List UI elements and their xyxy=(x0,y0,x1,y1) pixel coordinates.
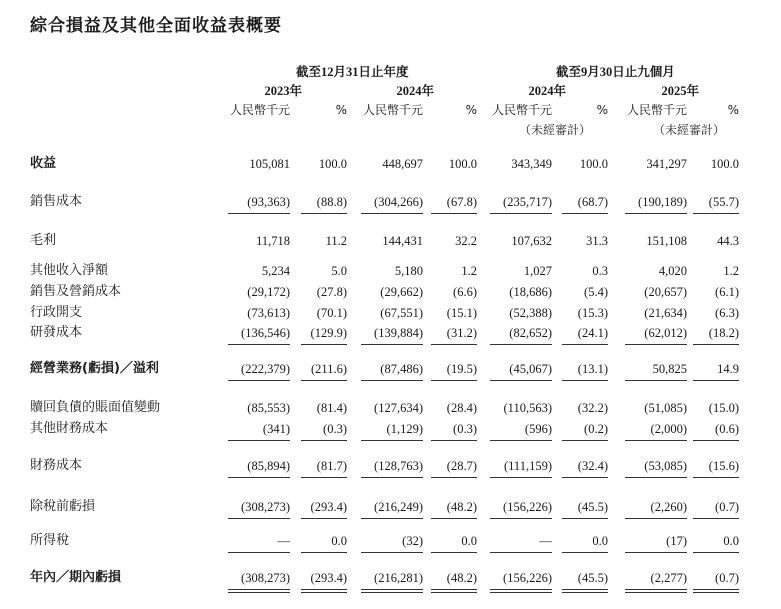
total-underline xyxy=(361,213,423,214)
pct-cell: 44.3 xyxy=(717,234,739,248)
pct-cell: (55.7) xyxy=(708,195,739,209)
year-header: 2024年 xyxy=(396,84,434,98)
pct-cell: (24.1) xyxy=(577,326,608,340)
value-cell: (18,686) xyxy=(509,285,552,299)
pct-cell: (0.2) xyxy=(584,422,608,436)
total-underline xyxy=(490,518,552,519)
value-cell: 5,180 xyxy=(394,264,423,278)
pct-cell: 0.3 xyxy=(592,264,608,278)
total-underline xyxy=(361,380,423,381)
pct-cell: (211.6) xyxy=(311,362,347,376)
total-underline xyxy=(693,589,739,590)
total-underline xyxy=(625,477,687,478)
value-cell: (62,012) xyxy=(644,326,687,340)
value-cell: 105,081 xyxy=(249,157,290,171)
pct-cell: 32.2 xyxy=(455,234,477,248)
total-underline xyxy=(625,380,687,381)
value-cell: (85,553) xyxy=(247,401,290,415)
value-cell: 448,697 xyxy=(382,157,423,171)
row-label: 研發成本 xyxy=(30,325,83,340)
value-cell: 341,297 xyxy=(646,157,687,171)
total-underline xyxy=(625,213,687,214)
pct-cell: (15.6) xyxy=(708,459,739,473)
value-cell: (87,486) xyxy=(380,362,423,376)
total-underline xyxy=(490,213,552,214)
total-underline xyxy=(625,592,687,593)
total-underline xyxy=(228,213,290,214)
pct-cell: (0.3) xyxy=(323,422,347,436)
value-cell: 50,825 xyxy=(652,362,687,376)
value-cell: (21,634) xyxy=(644,306,687,320)
total-underline xyxy=(693,344,739,345)
pct-cell: 0.0 xyxy=(592,534,608,548)
value-cell: (216,249) xyxy=(374,500,423,514)
row-label: 其他收入淨額 xyxy=(30,263,109,278)
row-label: 收益 xyxy=(30,156,57,171)
row-label: 除稅前虧損 xyxy=(30,499,96,514)
value-cell: (216,281) xyxy=(374,571,423,585)
total-underline xyxy=(361,440,423,441)
pct-cell: 100.0 xyxy=(579,157,608,171)
pct-cell: (18.2) xyxy=(708,326,739,340)
value-cell: (17) xyxy=(666,534,687,548)
value-cell: (53,085) xyxy=(644,459,687,473)
total-underline xyxy=(693,477,739,478)
row-label: 年內／期內虧損 xyxy=(30,570,122,585)
pct-cell: (0.3) xyxy=(453,422,477,436)
total-underline xyxy=(361,477,423,478)
pct-cell: (6.3) xyxy=(715,306,739,320)
value-cell: (110,563) xyxy=(503,401,552,415)
total-underline xyxy=(228,344,290,345)
value-cell: (308,273) xyxy=(241,571,290,585)
total-underline xyxy=(490,380,552,381)
total-underline xyxy=(431,344,477,345)
total-underline xyxy=(361,552,423,553)
value-cell: (341) xyxy=(262,422,290,436)
value-cell: (52,388) xyxy=(509,306,552,320)
value-cell: (1,129) xyxy=(386,422,423,436)
pct-cell: (6.1) xyxy=(715,285,739,299)
total-underline xyxy=(228,518,290,519)
total-underline xyxy=(431,213,477,214)
pct-cell: (15.3) xyxy=(577,306,608,320)
total-underline xyxy=(693,592,739,593)
pct-cell: (32.4) xyxy=(577,459,608,473)
value-cell: 5,234 xyxy=(261,264,290,278)
value-cell: (127,634) xyxy=(374,401,423,415)
pct-cell: (0.7) xyxy=(715,571,739,585)
total-underline xyxy=(490,477,552,478)
total-underline xyxy=(228,589,290,590)
row-label: 毛利 xyxy=(30,233,57,248)
value-cell: — xyxy=(277,534,290,548)
pct-cell: (293.4) xyxy=(310,500,347,514)
total-underline xyxy=(431,589,477,590)
pct-header: % xyxy=(596,103,608,117)
row-label: 銷售成本 xyxy=(30,194,83,209)
total-underline xyxy=(693,552,739,553)
pct-cell: (32.2) xyxy=(577,401,608,415)
pct-cell: (81.7) xyxy=(316,459,347,473)
group-header-nine-months: 截至9月30日止九個月 xyxy=(556,65,675,79)
value-cell: (128,763) xyxy=(374,459,423,473)
pct-cell: (5.4) xyxy=(584,285,608,299)
total-underline xyxy=(625,440,687,441)
total-underline xyxy=(301,552,347,553)
pct-cell: 11.2 xyxy=(325,234,347,248)
total-underline xyxy=(625,589,687,590)
total-underline xyxy=(625,518,687,519)
pct-cell: (48.2) xyxy=(446,500,477,514)
total-underline xyxy=(562,552,608,553)
pct-cell: (15.0) xyxy=(708,401,739,415)
value-cell: (139,884) xyxy=(374,326,423,340)
value-cell: (308,273) xyxy=(241,500,290,514)
total-underline xyxy=(228,477,290,478)
value-cell: (85,894) xyxy=(247,459,290,473)
page-title: 綜合損益及其他全面收益表概要 xyxy=(30,16,282,36)
pct-cell: 100.0 xyxy=(448,157,477,171)
total-underline xyxy=(562,518,608,519)
total-underline xyxy=(228,592,290,593)
value-cell: 151,108 xyxy=(646,234,687,248)
pct-cell: (0.7) xyxy=(715,500,739,514)
value-cell: (2,277) xyxy=(650,571,687,585)
pct-cell: (70.1) xyxy=(316,306,347,320)
year-header: 2025年 xyxy=(661,84,699,98)
pct-cell: (19.5) xyxy=(446,362,477,376)
pct-cell: 31.3 xyxy=(586,234,608,248)
total-underline xyxy=(228,552,290,553)
value-cell: (136,546) xyxy=(241,326,290,340)
value-cell: 4,020 xyxy=(658,264,687,278)
value-cell: (73,613) xyxy=(247,306,290,320)
value-cell: (82,652) xyxy=(509,326,552,340)
pct-cell: 5.0 xyxy=(331,264,347,278)
value-cell: (190,189) xyxy=(638,195,687,209)
total-underline xyxy=(301,344,347,345)
total-underline xyxy=(490,344,552,345)
pct-cell: (13.1) xyxy=(577,362,608,376)
total-underline xyxy=(625,552,687,553)
total-underline xyxy=(693,518,739,519)
total-underline xyxy=(301,518,347,519)
pct-cell: (48.2) xyxy=(446,571,477,585)
value-cell: 11,718 xyxy=(256,234,290,248)
pct-header: % xyxy=(335,103,347,117)
value-cell: (29,172) xyxy=(247,285,290,299)
total-underline xyxy=(431,552,477,553)
value-cell: (45,067) xyxy=(509,362,552,376)
value-cell: 144,431 xyxy=(382,234,423,248)
total-underline xyxy=(361,344,423,345)
row-label: 行政開支 xyxy=(30,305,83,320)
value-cell: 343,349 xyxy=(511,157,552,171)
row-label: 經營業務(虧損)／溢利 xyxy=(30,361,159,376)
value-cell: (304,266) xyxy=(374,195,423,209)
pct-cell: 0.0 xyxy=(331,534,347,548)
value-cell: (93,363) xyxy=(247,195,290,209)
total-underline xyxy=(562,592,608,593)
total-underline xyxy=(301,213,347,214)
value-cell: (20,657) xyxy=(644,285,687,299)
total-underline xyxy=(431,440,477,441)
total-underline xyxy=(490,592,552,593)
pct-header: % xyxy=(727,103,739,117)
value-cell: (32) xyxy=(402,534,423,548)
value-cell: (222,379) xyxy=(241,362,290,376)
total-underline xyxy=(228,380,290,381)
total-underline xyxy=(490,552,552,553)
total-underline xyxy=(431,518,477,519)
value-cell: (111,159) xyxy=(503,459,552,473)
pct-cell: (67.8) xyxy=(446,195,477,209)
pct-cell: (293.4) xyxy=(310,571,347,585)
pct-cell: (28.4) xyxy=(446,401,477,415)
total-underline xyxy=(361,518,423,519)
total-underline xyxy=(562,380,608,381)
value-cell: 1,027 xyxy=(523,264,552,278)
total-underline xyxy=(361,592,423,593)
value-cell: (156,226) xyxy=(503,571,552,585)
pct-cell: 100.0 xyxy=(710,157,739,171)
value-cell: (596) xyxy=(524,422,552,436)
total-underline xyxy=(562,213,608,214)
value-cell: 107,632 xyxy=(511,234,552,248)
row-label: 所得稅 xyxy=(30,533,70,548)
total-underline xyxy=(562,589,608,590)
pct-cell: 14.9 xyxy=(717,362,739,376)
pct-cell: 1.2 xyxy=(461,264,477,278)
year-header: 2024年 xyxy=(528,84,566,98)
row-label: 財務成本 xyxy=(30,458,83,473)
total-underline xyxy=(301,477,347,478)
total-underline xyxy=(361,589,423,590)
row-label: 其他財務成本 xyxy=(30,421,109,436)
total-underline xyxy=(490,589,552,590)
unit-header: 人民幣千元 xyxy=(229,103,290,117)
total-underline xyxy=(625,344,687,345)
pct-cell: (68.7) xyxy=(577,195,608,209)
pct-cell: (28.7) xyxy=(446,459,477,473)
total-underline xyxy=(431,380,477,381)
pct-cell: 0.0 xyxy=(461,534,477,548)
pct-cell: (27.8) xyxy=(316,285,347,299)
total-underline xyxy=(301,380,347,381)
pct-cell: (88.8) xyxy=(316,195,347,209)
total-underline xyxy=(562,477,608,478)
total-underline xyxy=(562,440,608,441)
total-underline xyxy=(301,592,347,593)
value-cell: (29,662) xyxy=(380,285,423,299)
total-underline xyxy=(490,440,552,441)
total-underline xyxy=(431,477,477,478)
pct-cell: (31.2) xyxy=(446,326,477,340)
pct-cell: (0.6) xyxy=(715,422,739,436)
unaudited-note: （未經審計） xyxy=(518,123,591,137)
total-underline xyxy=(693,440,739,441)
value-cell: (2,000) xyxy=(650,422,687,436)
total-underline xyxy=(562,344,608,345)
pct-cell: (81.4) xyxy=(316,401,347,415)
value-cell: — xyxy=(539,534,552,548)
unit-header: 人民幣千元 xyxy=(626,103,687,117)
total-underline xyxy=(693,380,739,381)
pct-cell: 100.0 xyxy=(318,157,347,171)
value-cell: (235,717) xyxy=(503,195,552,209)
pct-cell: (45.5) xyxy=(577,500,608,514)
total-underline xyxy=(693,213,739,214)
value-cell: (67,551) xyxy=(380,306,423,320)
pct-cell: 0.0 xyxy=(723,534,739,548)
unit-header: 人民幣千元 xyxy=(362,103,423,117)
value-cell: (51,085) xyxy=(644,401,687,415)
pct-cell: (15.1) xyxy=(446,306,477,320)
total-underline xyxy=(301,440,347,441)
pct-cell: (45.5) xyxy=(577,571,608,585)
value-cell: (156,226) xyxy=(503,500,552,514)
total-underline xyxy=(228,440,290,441)
total-underline xyxy=(431,592,477,593)
pct-cell: 1.2 xyxy=(723,264,739,278)
total-underline xyxy=(301,589,347,590)
pct-header: % xyxy=(465,103,477,117)
year-header: 2023年 xyxy=(264,84,302,98)
value-cell: (2,260) xyxy=(650,500,687,514)
pct-cell: (129.9) xyxy=(310,326,347,340)
row-label: 贖回負債的賬面值變動 xyxy=(30,400,161,415)
unit-header: 人民幣千元 xyxy=(491,103,552,117)
unaudited-note: （未經審計） xyxy=(652,123,725,137)
group-header-year-end: 截至12月31日止年度 xyxy=(296,65,409,79)
pct-cell: (6.6) xyxy=(453,285,477,299)
row-label: 銷售及營銷成本 xyxy=(30,284,122,299)
